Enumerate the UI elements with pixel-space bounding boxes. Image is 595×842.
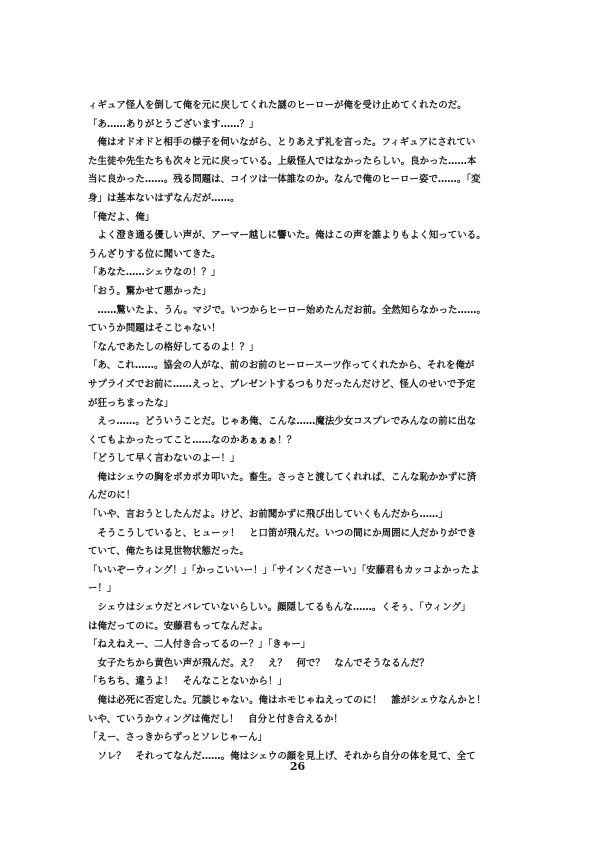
text-line: 「いいぞーウィング！」「かっこいいー！」「サインくださーい」「安藤君もカッコよかったよ: [88, 564, 480, 576]
text-line: 「おう。驚かせて悪かった」: [88, 285, 212, 297]
text-line: ソレ？ それってなんだ……。俺はシェウの顔を見上げ、それから自分の体を見て、全て: [88, 750, 476, 762]
text-line: 「えー、さっきからずっとソレじゃーん」: [88, 732, 268, 744]
text-line: 「俺だよ、俺」: [88, 211, 155, 223]
text-line: 「あ、これ……。協会の人がな、前のお前のヒーロースーツ作ってくれたから、それを俺が: [88, 360, 475, 372]
text-line: えっ……。どういうことだ。じゃあ俺、こんな……魔法少女コスプレでみんなの前に出な: [88, 416, 477, 428]
text-line: ィギュア怪人を倒して俺を元に戻してくれた謎のヒーローが俺を受け止めてくれたのだ。: [88, 100, 467, 111]
text-line: シェウはシェウだとバレていないらしい。顔隠してるもんな……。くそぅ、「ウィング」: [88, 602, 471, 614]
text-line: 「あ……ありがとうございます……？」: [88, 118, 259, 130]
text-line: た生徒や先生たちも次々と元に戻っている。上級怪人ではなかったらしい。良かった……本: [88, 155, 477, 167]
text-line: サプライズでお前に……えっと、プレゼントするつもりだったんだけど、怪人のせいで予定: [88, 378, 476, 390]
text-line: 俺はシェウの胸をポカポカ叩いた。畜生。さっさと渡してくれれば、こんな恥かかずに済: [88, 471, 477, 483]
text-line: うんざりする位に聞いてきた。: [88, 248, 221, 260]
text-line: んだのに！: [88, 490, 136, 502]
text-line: 俺は必死に否定した。冗談じゃない。俺はホモじゃねえってのに！ 誰がシェウなんかと！: [88, 695, 486, 706]
text-line: そうこうしていると、ヒューッ！ と口笛が飛んだ。いつの間にか周囲に人だかりができ: [88, 527, 477, 539]
text-line: ……驚いたよ、うん。マジで。いつからヒーロー始めたんだお前。全然知らなかった……。: [88, 304, 486, 316]
text-line: 「いや、言おうとしたんだよ。けど、お前聞かずに飛び出していくもんだから……」: [88, 509, 448, 521]
text-line: 俺はオドオドと相手の様子を伺いながら、とりあえず礼を言った。フィギュアにされてい: [88, 137, 476, 149]
text-line: ていて、俺たちは見世物状態だった。: [88, 546, 249, 558]
text-line: いや、ていうかウィングは俺だし！ 自分と付き合えるか！: [88, 713, 343, 725]
text-line: ていうか問題はそこじゃない！: [88, 323, 221, 335]
page-number: 26: [289, 760, 306, 773]
text-line: 「あなた……シェウなの！？」: [88, 267, 221, 279]
text-line: ー！」: [88, 583, 117, 595]
text-line: 当に良かった……。残る問題は、コイツは一体誰なのか。なんで俺のヒーロー姿で……。「変: [88, 174, 481, 186]
text-line: よく澄き通る優しい声が、アーマー越しに響いた。俺はこの声を誰よりもよく知っている。: [88, 230, 486, 242]
text-line: 「どうして早く言わないのよー！」: [88, 453, 240, 465]
text-line: 「ちちち、違うよ！ そんなことないから！」: [88, 676, 287, 688]
text-line: くてもよかったってこと……なのかあぁぁぁ！？: [88, 434, 297, 446]
body-text: [88, 97, 518, 766]
text-line: 身」は基本ないはずなんだが……。: [88, 192, 240, 204]
text-line: は俺だってのに。安藤君もってなんだよ。: [88, 620, 269, 632]
text-line: 「なんであたしの格好してるのよ！？」: [88, 341, 259, 353]
text-line: 「ねえねえー、二人付き合ってるのー？」「きゃー」: [88, 639, 311, 651]
text-line: が狂っちまったな」: [88, 397, 174, 409]
text-line: 女子たちから黄色い声が飛んだ。え？ え？ 何で？ なんでそうなるんだ？: [88, 657, 430, 669]
